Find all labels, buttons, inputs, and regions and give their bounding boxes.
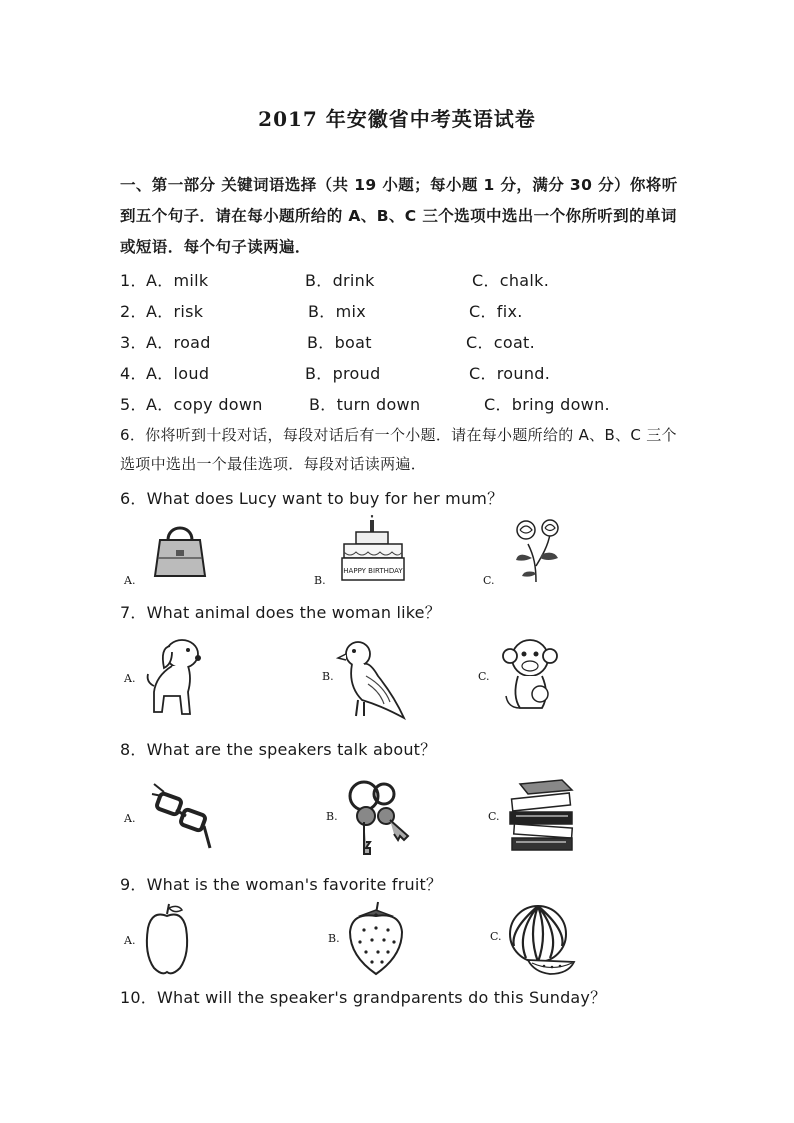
roses-icon: [506, 516, 566, 584]
dog-icon: [142, 636, 208, 720]
q4-option-c: C．round.: [469, 364, 551, 383]
q1-option-a: A．milk: [146, 271, 209, 290]
q3-option-a: A．road: [146, 333, 211, 352]
q4-option-a: A．loud: [146, 364, 210, 383]
part2-instruction: 6．你将听到十段对话，每段对话后有一个小题．请在每小题所给的 A、B、C 三个选项中选出一个最佳选项．每段对话读两遍．: [120, 426, 677, 473]
q2-number: 2．: [120, 302, 147, 321]
apple-icon: [142, 902, 192, 976]
q6-label-a: A.: [124, 574, 136, 587]
q9-label-b: B.: [328, 932, 340, 945]
q4-number: 4．: [120, 364, 147, 383]
monkey-icon: [500, 636, 564, 716]
q3-number: 3．: [120, 333, 147, 352]
glasses-icon: [148, 778, 222, 852]
q8-label-c: C.: [488, 810, 500, 823]
q8-label-b: B.: [326, 810, 338, 823]
q5-option-a: A．copy down: [146, 395, 263, 414]
page-title: 2017 年安徽省中考英语试卷: [258, 107, 536, 131]
watermelon-icon: [508, 900, 578, 976]
q3-option-b: B．boat: [307, 333, 372, 352]
q7-label-c: C.: [478, 670, 490, 683]
q8-text: 8．What are the speakers talk about？: [120, 740, 437, 759]
q5-number: 5．: [120, 395, 147, 414]
q5-option-c: C．bring down.: [484, 395, 610, 414]
q6-label-b: B.: [314, 574, 326, 587]
birthday-cake-icon: [338, 518, 408, 584]
q2-option-a: A．risk: [146, 302, 204, 321]
strawberry-icon: [346, 900, 408, 976]
q3-option-c: C．coat.: [466, 333, 536, 352]
keys-icon: [346, 776, 412, 856]
q2-option-c: C．fix.: [469, 302, 523, 321]
q7-text: 7．What animal does the woman like？: [120, 603, 441, 622]
q6-text: 6．What does Lucy want to buy for her mum？: [120, 489, 504, 508]
bird-icon: [338, 636, 408, 720]
q5-option-b: B．turn down: [309, 395, 421, 414]
q9-label-c: C.: [490, 930, 502, 943]
q8-label-a: A.: [124, 812, 136, 825]
q7-label-b: B.: [322, 670, 334, 683]
q9-text: 9．What is the woman's favorite fruit？: [120, 875, 443, 894]
q9-label-a: A.: [124, 934, 136, 947]
books-icon: [504, 778, 578, 852]
q2-option-b: B．mix: [308, 302, 366, 321]
handbag-icon: [150, 520, 210, 582]
q1-option-c: C．chalk.: [472, 271, 550, 290]
cake-text: HAPPY BIRTHDAY: [343, 567, 403, 575]
q7-label-a: A.: [124, 672, 136, 685]
q4-option-b: B．proud: [305, 364, 381, 383]
q1-number: 1．: [120, 271, 147, 290]
q1-option-b: B．drink: [305, 271, 375, 290]
q6-label-c: C.: [483, 574, 495, 587]
part1-heading: 一、第一部分 关键词语选择（共 19 小题；每小题 1 分，满分 30 分）你将听到五个句子．请在每小题所给的 A、B、C 三个选项中选出一个你所听到的单词或短语．每个句子读两遍．: [120, 176, 678, 256]
q10-text: 10．What will the speaker's grandparents do this Sunday？: [120, 988, 607, 1007]
